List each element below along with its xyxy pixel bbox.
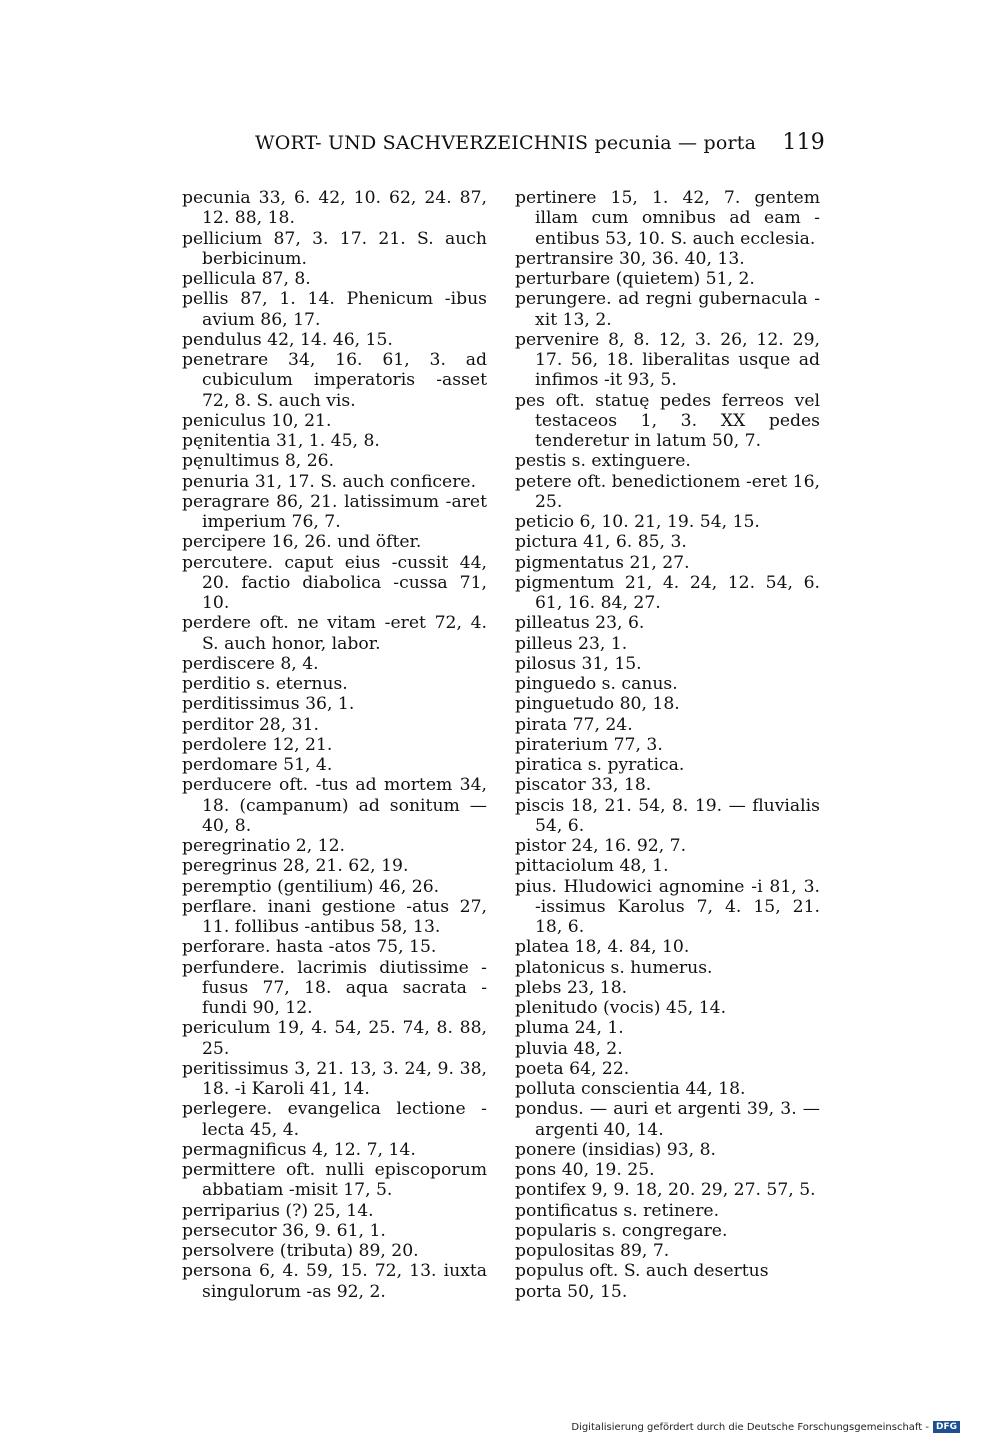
page-number: 119	[782, 130, 825, 155]
index-entry: pellis 87, 1. 14. Phenicum -ibus avium 86, 17.	[182, 289, 487, 330]
index-entry: periculum 19, 4. 54, 25. 74, 8. 88, 25.	[182, 1018, 487, 1059]
index-entry: plenitudo (vocis) 45, 14.	[515, 998, 727, 1018]
index-entry: pecunia 33, 6. 42, 10. 62, 24. 87, 12. 88, 18.	[182, 188, 487, 229]
index-entry: piscis 18, 21. 54, 8. 19. — fluvialis 54, 6.	[515, 795, 820, 836]
index-entry: peremptio (gentilium) 46, 26.	[182, 876, 440, 897]
index-entry: piraterium 77, 3.	[515, 734, 663, 755]
index-entry: pellicula 87, 8.	[182, 269, 311, 289]
index-entry: pirata 77, 24.	[515, 714, 633, 735]
index-entry: perdomare 51, 4.	[182, 755, 333, 775]
index-entry: petere oft. benedictionem -eret 16, 25.	[515, 471, 821, 512]
index-entry: pęnultimus 8, 26.	[182, 451, 335, 472]
index-entry: porta 50, 15.	[515, 1281, 628, 1302]
index-entry: pluma 24, 1.	[515, 1018, 624, 1039]
index-entry: pigmentatus 21, 27.	[515, 552, 690, 573]
index-entry: permittere oft. nulli episcoporum abbatiam -misit 17, 5.	[182, 1160, 487, 1201]
footer	[571, 1421, 960, 1433]
index-entry: perriparius (?) 25, 14.	[182, 1200, 374, 1221]
index-entry: perditissimus 36, 1.	[182, 694, 355, 715]
index-entry: pinguedo s. canus.	[515, 674, 678, 694]
index-entry: penuria 31, 17. S. auch conficere.	[182, 471, 477, 492]
index-entry: perungere. ad regni gubernacula -xit 13, 2.	[515, 289, 820, 330]
index-entry: pictura 41, 6. 85, 3.	[515, 532, 687, 553]
index-entry: poeta 64, 22.	[515, 1058, 630, 1079]
index-entry: pius. Hludowici agnomine -i 81, 3. -issimus Karolus 7, 4. 15, 21. 18, 6.	[515, 876, 820, 937]
index-entry: perflare. inani gestione -atus 27, 11. follibus -antibus 58, 13.	[182, 896, 487, 937]
index-entry: penetrare 34, 16. 61, 3. ad cubiculum imperatoris -asset 72, 8. S. auch vis.	[182, 350, 487, 411]
index-entry: perditor 28, 31.	[182, 714, 319, 735]
index-entry: pertinere 15, 1. 42, 7. gentem illam cum omnibus ad eam -entibus 53, 10. S. auch ecclesia.	[515, 188, 820, 249]
index-entry: percutere. caput eius -cussit 44, 20. factio diabolica -cussa 71, 10.	[182, 552, 487, 613]
index-entry: pendulus 42, 14. 46, 15.	[182, 329, 393, 350]
index-entry: perturbare (quietem) 51, 2.	[515, 269, 755, 289]
index-entry: perlegere. evangelica lectione -lecta 45, 4.	[182, 1099, 487, 1140]
index-entry: percipere 16, 26. und öfter.	[182, 532, 422, 553]
index-entry: perdiscere 8, 4.	[182, 653, 319, 674]
index-entry: piratica s. pyratica.	[515, 755, 685, 775]
index-entry: pellicium 87, 3. 17. 21. S. auch berbicinum.	[182, 228, 487, 269]
index-entry: pilleatus 23, 6.	[515, 613, 645, 634]
index-entry: pontificatus s. retinere.	[515, 1200, 720, 1221]
index-entry: pertransire 30, 36. 40, 13.	[515, 248, 745, 269]
index-entry: peritissimus 3, 21. 13, 3. 24, 9. 38, 18. -i Karoli 41, 14.	[182, 1058, 487, 1099]
index-entry: pons 40, 19. 25.	[515, 1160, 655, 1180]
index-entry: perdere oft. ne vitam -eret 72, 4. S. auch honor, labor.	[182, 613, 487, 654]
index-entry: pervenire 8, 8. 12, 3. 26, 12. 29, 17. 56, 18. liberalitas usque ad infimos -it 93, 5.	[515, 329, 820, 391]
index-entry: pondus. — auri et argenti 39, 3. — argenti 40, 14.	[515, 1099, 820, 1140]
index-column-left	[182, 188, 487, 1302]
index-entry: pestis s. extinguere.	[515, 451, 691, 472]
index-entry: peregrinatio 2, 12.	[182, 836, 346, 856]
index-entry: perfundere. lacrimis diutissime -fusus 77, 18. aqua sacrata -fundi 90, 12.	[182, 957, 487, 1018]
index-entry: plebs 23, 18.	[515, 977, 628, 998]
index-entry: populositas 89, 7.	[515, 1241, 670, 1261]
index-column-right	[515, 188, 820, 1302]
index-entry: peniculus 10, 21.	[182, 410, 332, 431]
page-title: WORT- UND SACHVERZEICHNIS pecunia — porta	[255, 132, 757, 154]
index-entry: perditio s. eternus.	[182, 674, 348, 694]
index-entry: pistor 24, 16. 92, 7.	[515, 836, 687, 856]
index-entry: pittaciolum 48, 1.	[515, 856, 669, 877]
index-entry: populus oft. S. auch desertus	[515, 1261, 769, 1282]
index-entry: peragrare 86, 21. latissimum -aret imperium 76, 7.	[182, 491, 487, 532]
index-entry: persecutor 36, 9. 61, 1.	[182, 1220, 386, 1241]
footer-credit: Digitalisierung gefördert durch die Deutsche Forschungsgemeinschaft -	[571, 1421, 929, 1433]
index-entry: piscator 33, 18.	[515, 775, 652, 796]
index-entry: pilosus 31, 15.	[515, 653, 642, 674]
running-head	[255, 132, 825, 154]
index-entry: pigmentum 21, 4. 24, 12. 54, 6. 61, 16. 84, 27.	[515, 572, 820, 613]
index-entry: platonicus s. humerus.	[515, 957, 713, 978]
index-entry: platea 18, 4. 84, 10.	[515, 937, 690, 958]
index-entry: persolvere (tributa) 89, 20.	[182, 1241, 419, 1261]
index-entry: peticio 6, 10. 21, 19. 54, 15.	[515, 512, 760, 532]
index-entry: perdolere 12, 21.	[182, 734, 333, 755]
index-entry: pluvia 48, 2.	[515, 1038, 623, 1059]
index-entry: ponere (insidias) 93, 8.	[515, 1139, 716, 1160]
index-entry: perforare. hasta -atos 75, 15.	[182, 937, 437, 958]
index-entry: pilleus 23, 1.	[515, 633, 628, 654]
index-entry: pinguetudo 80, 18.	[515, 694, 680, 715]
index-entry: popularis s. congregare.	[515, 1220, 728, 1241]
index-entry: pontifex 9, 9. 18, 20. 29, 27. 57, 5.	[515, 1180, 816, 1201]
index-entry: perducere oft. -tus ad mortem 34, 18. (campanum) ad sonitum — 40, 8.	[182, 775, 487, 836]
index-entry: pes oft. statuę pedes ferreos vel testaceos 1, 3. XX pedes tenderetur in latum 50, 7.	[515, 390, 820, 451]
index-entry: pęnitentia 31, 1. 45, 8.	[182, 431, 380, 451]
dfg-logo: DFG	[933, 1421, 960, 1433]
index-entry: peregrinus 28, 21. 62, 19.	[182, 856, 409, 877]
index-entry: polluta conscientia 44, 18.	[515, 1079, 746, 1099]
index-entry: persona 6, 4. 59, 15. 72, 13. iuxta singulorum -as 92, 2.	[182, 1261, 487, 1302]
index-entry: permagnificus 4, 12. 7, 14.	[182, 1139, 416, 1160]
